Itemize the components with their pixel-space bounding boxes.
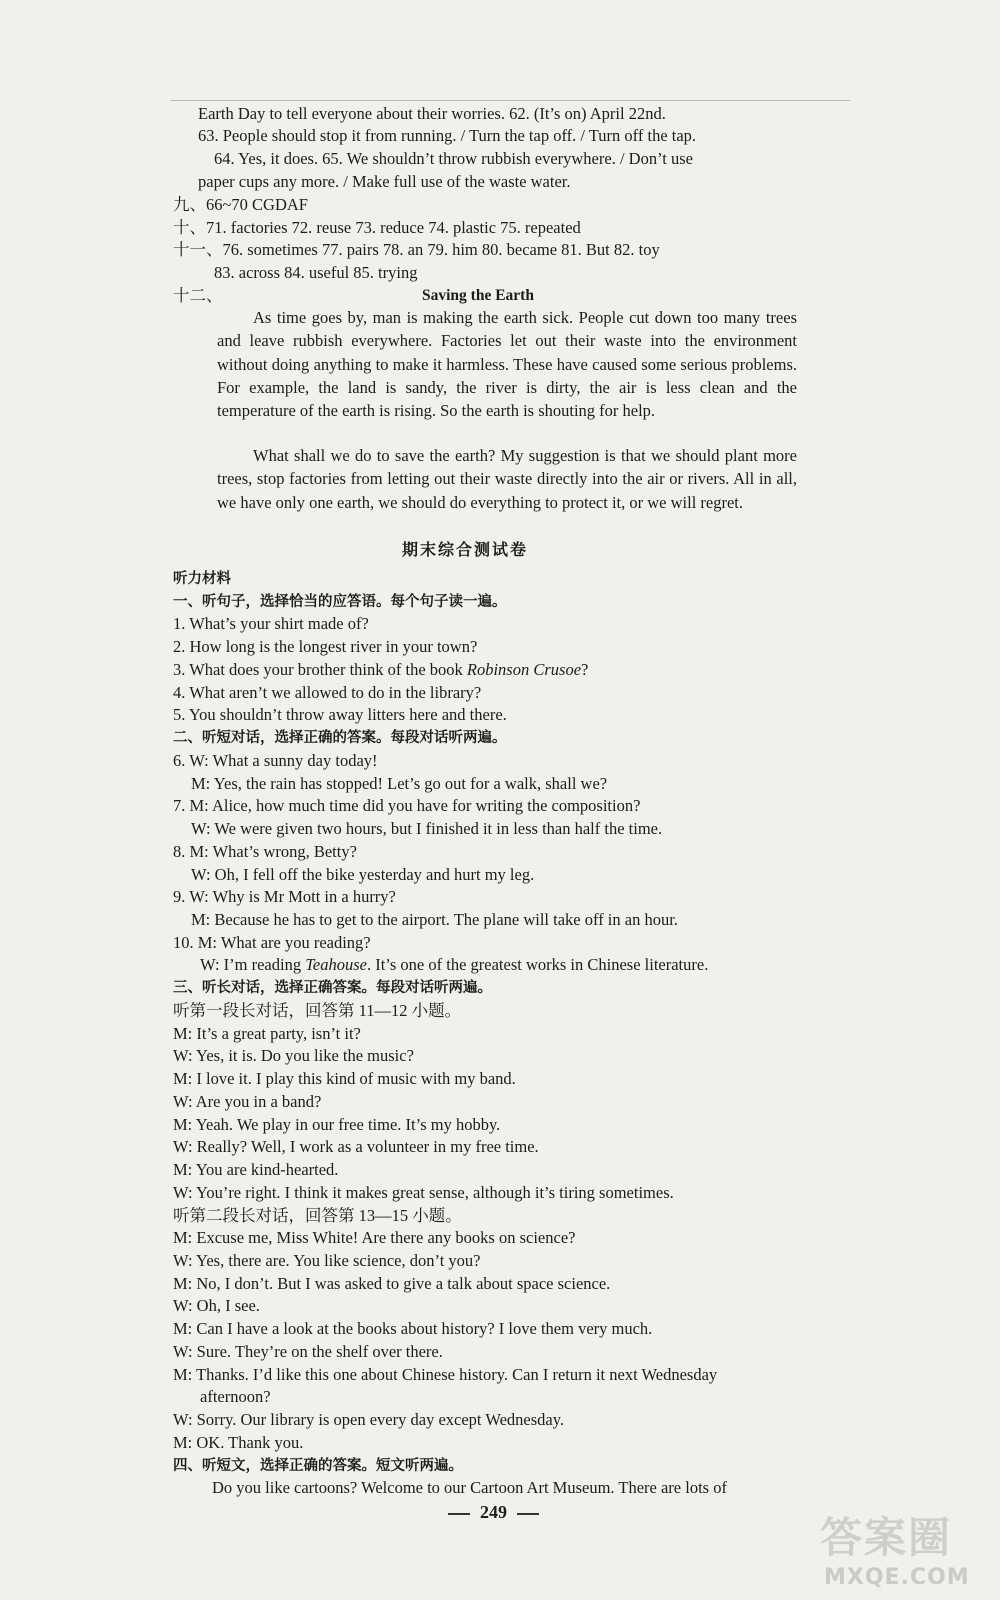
listening-line: M: Yes, the rain has stopped! Let’s go out for a walk, shall we? xyxy=(191,774,608,793)
listening-line: 7. M: Alice, how much time did you have for writing the composition? xyxy=(173,796,641,815)
listening-line: W: Sorry. Our library is open every day except Wednesday. xyxy=(173,1410,565,1429)
listening-line: 三、听长对话，选择正确答案。每段对话听两遍。 xyxy=(173,980,492,996)
listening-line: W: Sure. They’re on the shelf over there. xyxy=(173,1342,443,1361)
answer-line: paper cups any more. / Make full use of the waste water. xyxy=(198,172,571,191)
listening-line: 3. What does your brother think of the book Robinson Crusoe? xyxy=(173,660,589,679)
page-number: 249 xyxy=(480,1502,507,1522)
listening-line: M: Yeah. We play in our free time. It’s my hobby. xyxy=(173,1115,501,1134)
listening-line: M: Thanks. I’d like this one about Chinese history. Can I return it next Wednesday xyxy=(173,1365,718,1384)
listening-line: M: I love it. I play this kind of music with my band. xyxy=(173,1069,516,1088)
answer-line: 63. People should stop it from running. / Turn the tap off. / Turn off the tap. xyxy=(198,126,697,145)
listening-line: M: OK. Thank you. xyxy=(173,1433,304,1452)
listening-line: W: Really? Well, I work as a volunteer in my free time. xyxy=(173,1137,539,1156)
dash-right xyxy=(517,1513,539,1515)
book-title: Teahouse xyxy=(305,955,367,974)
listening-line: 5. You shouldn’t throw away litters here and there. xyxy=(173,705,507,724)
essay-title: Saving the Earth xyxy=(422,287,534,304)
listening-line: W: Yes, there are. You like science, don’t you? xyxy=(173,1251,481,1270)
answer-line: 十二、 xyxy=(173,286,223,305)
answer-line: 83. across 84. useful 85. trying xyxy=(214,263,418,282)
listening-line: M: Can I have a look at the books about history? I love them very much. xyxy=(173,1319,653,1338)
book-title: Robinson Crusoe xyxy=(466,660,582,679)
listening-line: W: I’m reading Teahouse. It’s one of the greatest works in Chinese literature. xyxy=(200,955,709,974)
essay-paragraph-2 xyxy=(217,444,797,514)
listening-line: W: Yes, it is. Do you like the music? xyxy=(173,1046,414,1065)
listening-line: 8. M: What’s wrong, Betty? xyxy=(173,842,357,861)
listening-line: M: You are kind-hearted. xyxy=(173,1160,339,1179)
listening-line: 听第二段长对话，回答第 13—15 小题。 xyxy=(173,1206,462,1225)
listening-line: 四、听短文，选择正确的答案。短文听两遍。 xyxy=(173,1458,463,1474)
listening-line: M: No, I don’t. But I was asked to give a talk about space science. xyxy=(173,1274,611,1293)
essay-paragraph-1-text: As time goes by, man is making the earth sick. People cut down too many trees and leave rubbish everywhere. Factories let out their waste into the environment without doing anything to make it harmless. These have caused some serious problems. For example, the land is sandy, the river is dirty, the air is less clean and the temperature of the earth is rising. So the earth is shouting for help. xyxy=(217,308,797,421)
listening-line: W: Are you in a band? xyxy=(173,1092,322,1111)
listening-line: afternoon? xyxy=(200,1387,271,1406)
dash-left xyxy=(448,1513,470,1515)
answer-line: 十一、76. sometimes 77. pairs 78. an 79. him 80. became 81. But 82. toy xyxy=(173,240,660,259)
section-title: 期末综合测试卷 xyxy=(402,540,529,559)
watermark-url: MXQE.COM xyxy=(824,1565,970,1590)
listening-line: M: Excuse me, Miss White! Are there any books on science? xyxy=(173,1228,576,1247)
essay-paragraph-1 xyxy=(217,306,797,422)
listening-line: 1. What’s your shirt made of? xyxy=(173,614,369,633)
answer-line: 九、66~70 CGDAF xyxy=(173,195,308,214)
watermark-logo xyxy=(820,1505,980,1595)
essay-paragraph-2-text: What shall we do to save the earth? My suggestion is that we should plant more trees, stop factories from letting out their waste directly into the air or rivers. All in all, we have only one earth, we should do everything to protect it, or we will regret. xyxy=(217,446,797,512)
listening-line: 一、听句子，选择恰当的应答语。每个句子读一遍。 xyxy=(173,594,507,610)
listening-line: 2. How long is the longest river in your town? xyxy=(173,637,478,656)
listening-line: 听力材料 xyxy=(173,571,231,587)
listening-line: W: We were given two hours, but I finished it in less than half the time. xyxy=(191,819,663,838)
watermark-logo-text: 答案圈 xyxy=(820,1513,953,1562)
top-rule xyxy=(170,100,850,101)
listening-line: W: Oh, I see. xyxy=(173,1296,260,1315)
listening-line: Do you like cartoons? Welcome to our Cartoon Art Museum. There are lots of xyxy=(212,1478,727,1497)
answer-line: 64. Yes, it does. 65. We shouldn’t throw rubbish everywhere. / Don’t use xyxy=(214,149,693,168)
listening-line: W: Oh, I fell off the bike yesterday and hurt my leg. xyxy=(191,865,535,884)
listening-line: W: You’re right. I think it makes great sense, although it’s tiring sometimes. xyxy=(173,1183,674,1202)
listening-line: 9. W: Why is Mr Mott in a hurry? xyxy=(173,887,396,906)
listening-line: 二、听短对话，选择正确的答案。每段对话听两遍。 xyxy=(173,730,507,746)
page-number-footer xyxy=(438,1502,549,1523)
answer-line: Earth Day to tell everyone about their worries. 62. (It’s on) April 22nd. xyxy=(198,104,666,123)
listening-line: 10. M: What are you reading? xyxy=(173,933,371,952)
listening-line: 6. W: What a sunny day today! xyxy=(173,751,378,770)
listening-line: M: Because he has to get to the airport. The plane will take off in an hour. xyxy=(191,910,678,929)
listening-line: 听第一段长对话，回答第 11—12 小题。 xyxy=(173,1001,462,1020)
answer-line: 十、71. factories 72. reuse 73. reduce 74. plastic 75. repeated xyxy=(173,218,581,237)
listening-line: M: It’s a great party, isn’t it? xyxy=(173,1024,361,1043)
listening-line: 4. What aren’t we allowed to do in the library? xyxy=(173,683,482,702)
